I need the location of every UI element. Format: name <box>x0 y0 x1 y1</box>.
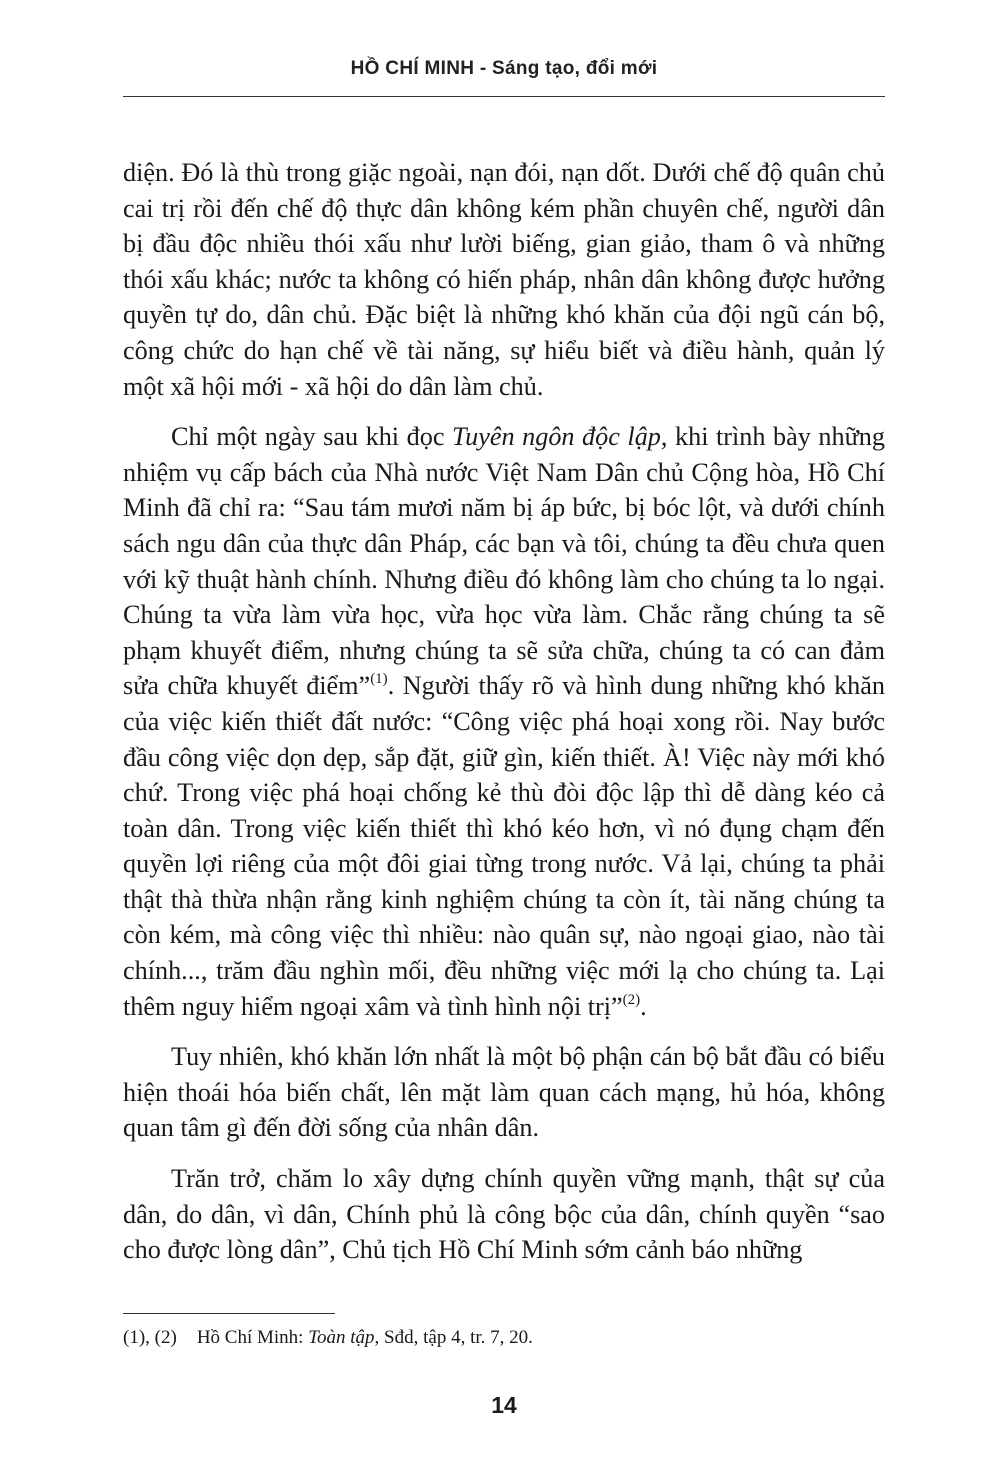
footnote-label: (1), (2) <box>123 1327 177 1348</box>
paragraph-2-part-c: . Người thấy rõ và hình dung những khó khăn của việc kiến thiết đất nước: “Công việc phá hoại xong rồi. Nay bước đầu công việc dọn dẹp, sắp đặt, giữ gìn, kiến thiết. À! Việc này mới khó chứ. Trong việc phá hoại chống kẻ thù đòi độc lập thì dễ dàng kéo cả toàn dân. Trong việc kiến thiết thì khó kéo hơn, vì nó đụng chạm đến quyền lợi riêng của một đôi giai từng trong nước. Vả lại, chúng ta phải thật thà thừa nhận rằng kinh nghiệm chúng ta còn ít, tài năng chúng ta còn kém, mà công việc thì nhiều: nào quân sự, nào ngoại giao, nào tài chính..., trăm đầu nghìn mối, đều những việc mới lạ cho chúng ta. Lại thêm nguy hiểm ngoại xâm và tình hình nội trị” <box>123 671 885 1021</box>
running-header: HỒ CHÍ MINH - Sáng tạo, đổi mới <box>350 58 658 79</box>
header-rule <box>123 96 885 97</box>
footnote <box>123 1326 885 1350</box>
footnote-author: Hồ Chí Minh: <box>196 1327 309 1348</box>
footnote-rule <box>123 1313 335 1314</box>
paragraph-2-part-b: , khi trình bày những nhiệm vụ cấp bách của Nhà nước Việt Nam Dân chủ Cộng hòa, Hồ Chí Minh đã chỉ ra: “Sau tám mươi năm bị áp bức, bị bóc lột, và dưới chính sách ngu dân của thực dân Pháp, các bạn và tôi, chúng ta đều chưa quen với kỹ thuật hành chính. Nhưng điều đó không làm cho chúng ta lo ngại. Chúng ta vừa làm vừa học, vừa học vừa làm. Chắc rằng chúng ta sẽ phạm khuyết điểm, nhưng chúng ta sẽ sửa chữa, chúng ta có can đảm sửa chữa khuyết điểm” <box>123 422 885 701</box>
footnote-ref-1: (1) <box>370 671 388 688</box>
footnote-work: Toàn tập <box>308 1327 375 1348</box>
paragraph-4: Trăn trở, chăm lo xây dựng chính quyền vững mạnh, thật sự của dân, do dân, vì dân, Chính phủ là công bộc của dân, chính quyền “sao cho được lòng dân”, Chủ tịch Hồ Chí Minh sớm cảnh báo những <box>123 1164 885 1265</box>
cited-title: Tuyên ngôn độc lập <box>452 422 661 452</box>
paragraph-2-part-a: Chỉ một ngày sau khi đọc <box>171 422 453 452</box>
paragraph-3: Tuy nhiên, khó khăn lớn nhất là một bộ phận cán bộ bắt đầu có biểu hiện thoái hóa biến chất, lên mặt làm quan cách mạng, hủ hóa, không quan tâm gì đến đời sống của nhân dân. <box>123 1042 885 1143</box>
paragraph-1: diện. Đó là thù trong giặc ngoài, nạn đói, nạn dốt. Dưới chế độ quân chủ cai trị rồi đến chế độ thực dân không kém phần chuyên chế, người dân bị đầu độc nhiều thói xấu như lười biếng, gian giảo, tham ô và những thói xấu khác; nước ta không có hiến pháp, nhân dân không được hưởng quyền tự do, dân chủ. Đặc biệt là những khó khăn của đội ngũ cán bộ, công chức do hạn chế về tài năng, sự hiểu biết và điều hành, quản lý một xã hội mới - xã hội do dân làm chủ. <box>123 158 885 401</box>
footnote-details: , Sđd, tập 4, tr. 7, 20. <box>374 1327 533 1348</box>
body-text <box>123 155 885 1283</box>
paragraph-2 <box>123 419 885 1024</box>
paragraph-2-part-d: . <box>640 991 647 1021</box>
footnote-ref-2: (2) <box>622 991 641 1008</box>
page-number: 14 <box>491 1392 517 1418</box>
